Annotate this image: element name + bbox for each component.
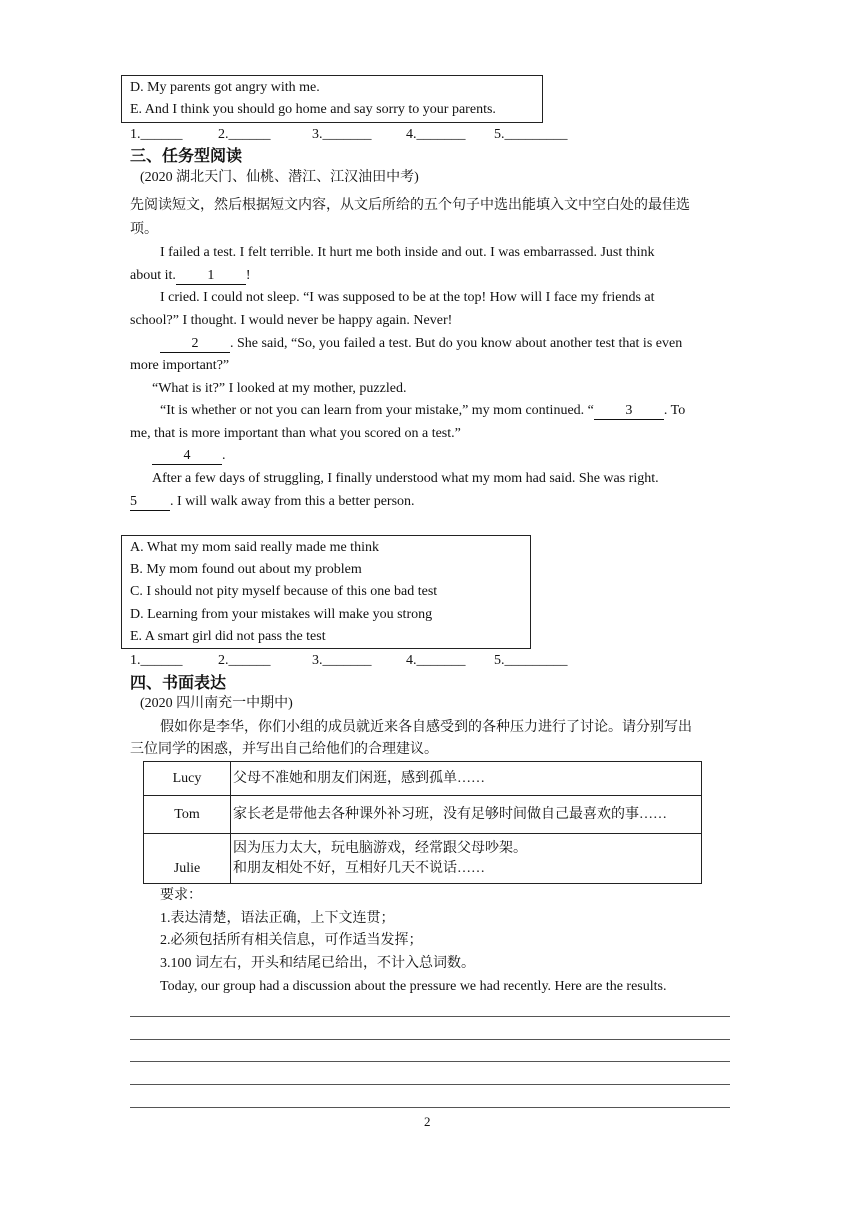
writing-line[interactable] [130,1061,730,1062]
blank-1[interactable]: 1 [176,268,246,285]
pressure-table [143,761,702,884]
answer-blank-4[interactable]: 4._______ [406,127,466,142]
blank-4[interactable]: 4 [152,448,222,465]
requirement-3: 3.100 词左右，开头和结尾已给出，不计入总词数。 [160,956,475,971]
para-1-text: about it. [130,268,176,283]
section-4-source: (2020 四川南充一中期中) [140,696,293,711]
blank-5[interactable]: 5 [130,494,170,511]
section-3-instruction-cont: 项。 [130,222,158,237]
requirement-2: 2.必须包括所有相关信息，可作适当发挥； [160,933,423,948]
section-4-prompt: 假如你是李华，你们小组的成员就近来各自感受到的各种压力进行了讨论。请分别写出 [160,720,692,735]
para-1-end: ! [245,268,251,283]
table-cell-name: Tom [144,796,231,834]
para-1-cont [130,266,251,286]
para-3-text: . She said, “So, you failed a test. But do you know about another test that is even [230,336,683,351]
answer-blank-1[interactable]: 1.______ [130,127,183,142]
requirements-title: 要求： [160,888,202,903]
option-d: D. My parents got angry with me. [130,80,320,95]
table-row [144,796,702,834]
table-cell-issue [231,834,702,884]
page-number: 2 [424,1114,431,1129]
table-row [144,834,702,884]
para-5-text: “It is whether or not you can learn from your mistake,” my mom continued. “ [160,403,594,418]
table-row [144,762,702,796]
para-4: “What is it?” I looked at my mother, puzzled. [152,381,407,396]
option-d: D. Learning from your mistakes will make you strong [130,607,433,622]
writing-line[interactable] [130,1016,730,1017]
issue-line: 家长老是带他去各种课外补习班，没有足够时间做自己最喜欢的事…… [233,806,667,822]
para-2-cont: school?” I thought. I would never be happy again. Never! [130,313,453,328]
option-e: E. And I think you should go home and say sorry to your parents. [130,102,496,117]
answer-row-2 [0,651,860,671]
answer-blank-3[interactable]: 3._______ [312,127,372,142]
issue-line: 因为压力太大，玩电脑游戏，经常跟父母吵架。 [233,840,527,856]
table-cell-name: Lucy [144,762,231,796]
para-6 [152,446,226,466]
blank-2[interactable]: 2 [160,336,230,353]
para-7: After a few days of struggling, I finally understood what my mom had said. She was right. [152,471,659,486]
para-7-cont [130,492,415,512]
table-cell-issue [231,762,702,796]
para-3 [160,334,682,354]
section-4-title: 四、书面表达 [130,673,227,692]
table-cell-issue [231,796,702,834]
answer-row-1 [0,125,860,145]
para-1: I failed a test. I felt terrible. It hurt me both inside and out. I was embarrassed. Just think [160,245,655,260]
para-6-end: . [222,448,226,463]
para-2: I cried. I could not sleep. “I was supposed to be at the top! How will I face my friends at [160,290,655,305]
writing-line[interactable] [130,1084,730,1085]
answer-blank-3[interactable]: 3._______ [312,653,372,668]
section-3-title: 三、任务型阅读 [130,146,243,165]
para-5-end: . To [663,403,686,418]
blank-3[interactable]: 3 [594,403,664,420]
issue-line: 父母不准她和朋友们闲逛，感到孤单…… [233,770,485,786]
table-cell-name: Julie [144,834,231,884]
answer-blank-4[interactable]: 4._______ [406,653,466,668]
section-4-prompt-cont: 三位同学的困惑，并写出自己给他们的合理建议。 [130,742,438,757]
essay-opening: Today, our group had a discussion about the pressure we had recently. Here are the results. [160,979,667,994]
para-5 [160,401,685,421]
issue-line: 和朋友相处不好，互相好几天不说话…… [233,860,485,876]
requirement-1: 1.表达清楚，语法正确，上下文连贯； [160,911,395,926]
writing-line[interactable] [130,1039,730,1040]
option-c: C. I should not pity myself because of this one bad test [130,584,438,599]
section-3-source: (2020 湖北天门、仙桃、潜江、江汉油田中考) [140,170,419,185]
answer-blank-2[interactable]: 2.______ [218,653,271,668]
para-3-cont: more important?” [130,358,230,373]
para-7-text: . I will walk away from this a better person. [170,494,415,509]
option-b: B. My mom found out about my problem [130,562,362,577]
para-5-cont: me, that is more important than what you scored on a test.” [130,426,461,441]
answer-blank-1[interactable]: 1.______ [130,653,183,668]
option-e: E. A smart girl did not pass the test [130,629,326,644]
option-a: A. What my mom said really made me think [130,540,379,555]
answer-blank-5[interactable]: 5._________ [494,653,568,668]
answer-blank-2[interactable]: 2.______ [218,127,271,142]
answer-blank-5[interactable]: 5._________ [494,127,568,142]
writing-line[interactable] [130,1107,730,1108]
section-3-instruction: 先阅读短文，然后根据短文内容，从文后所给的五个句子中选出能填入文中空白处的最佳选 [130,198,690,213]
